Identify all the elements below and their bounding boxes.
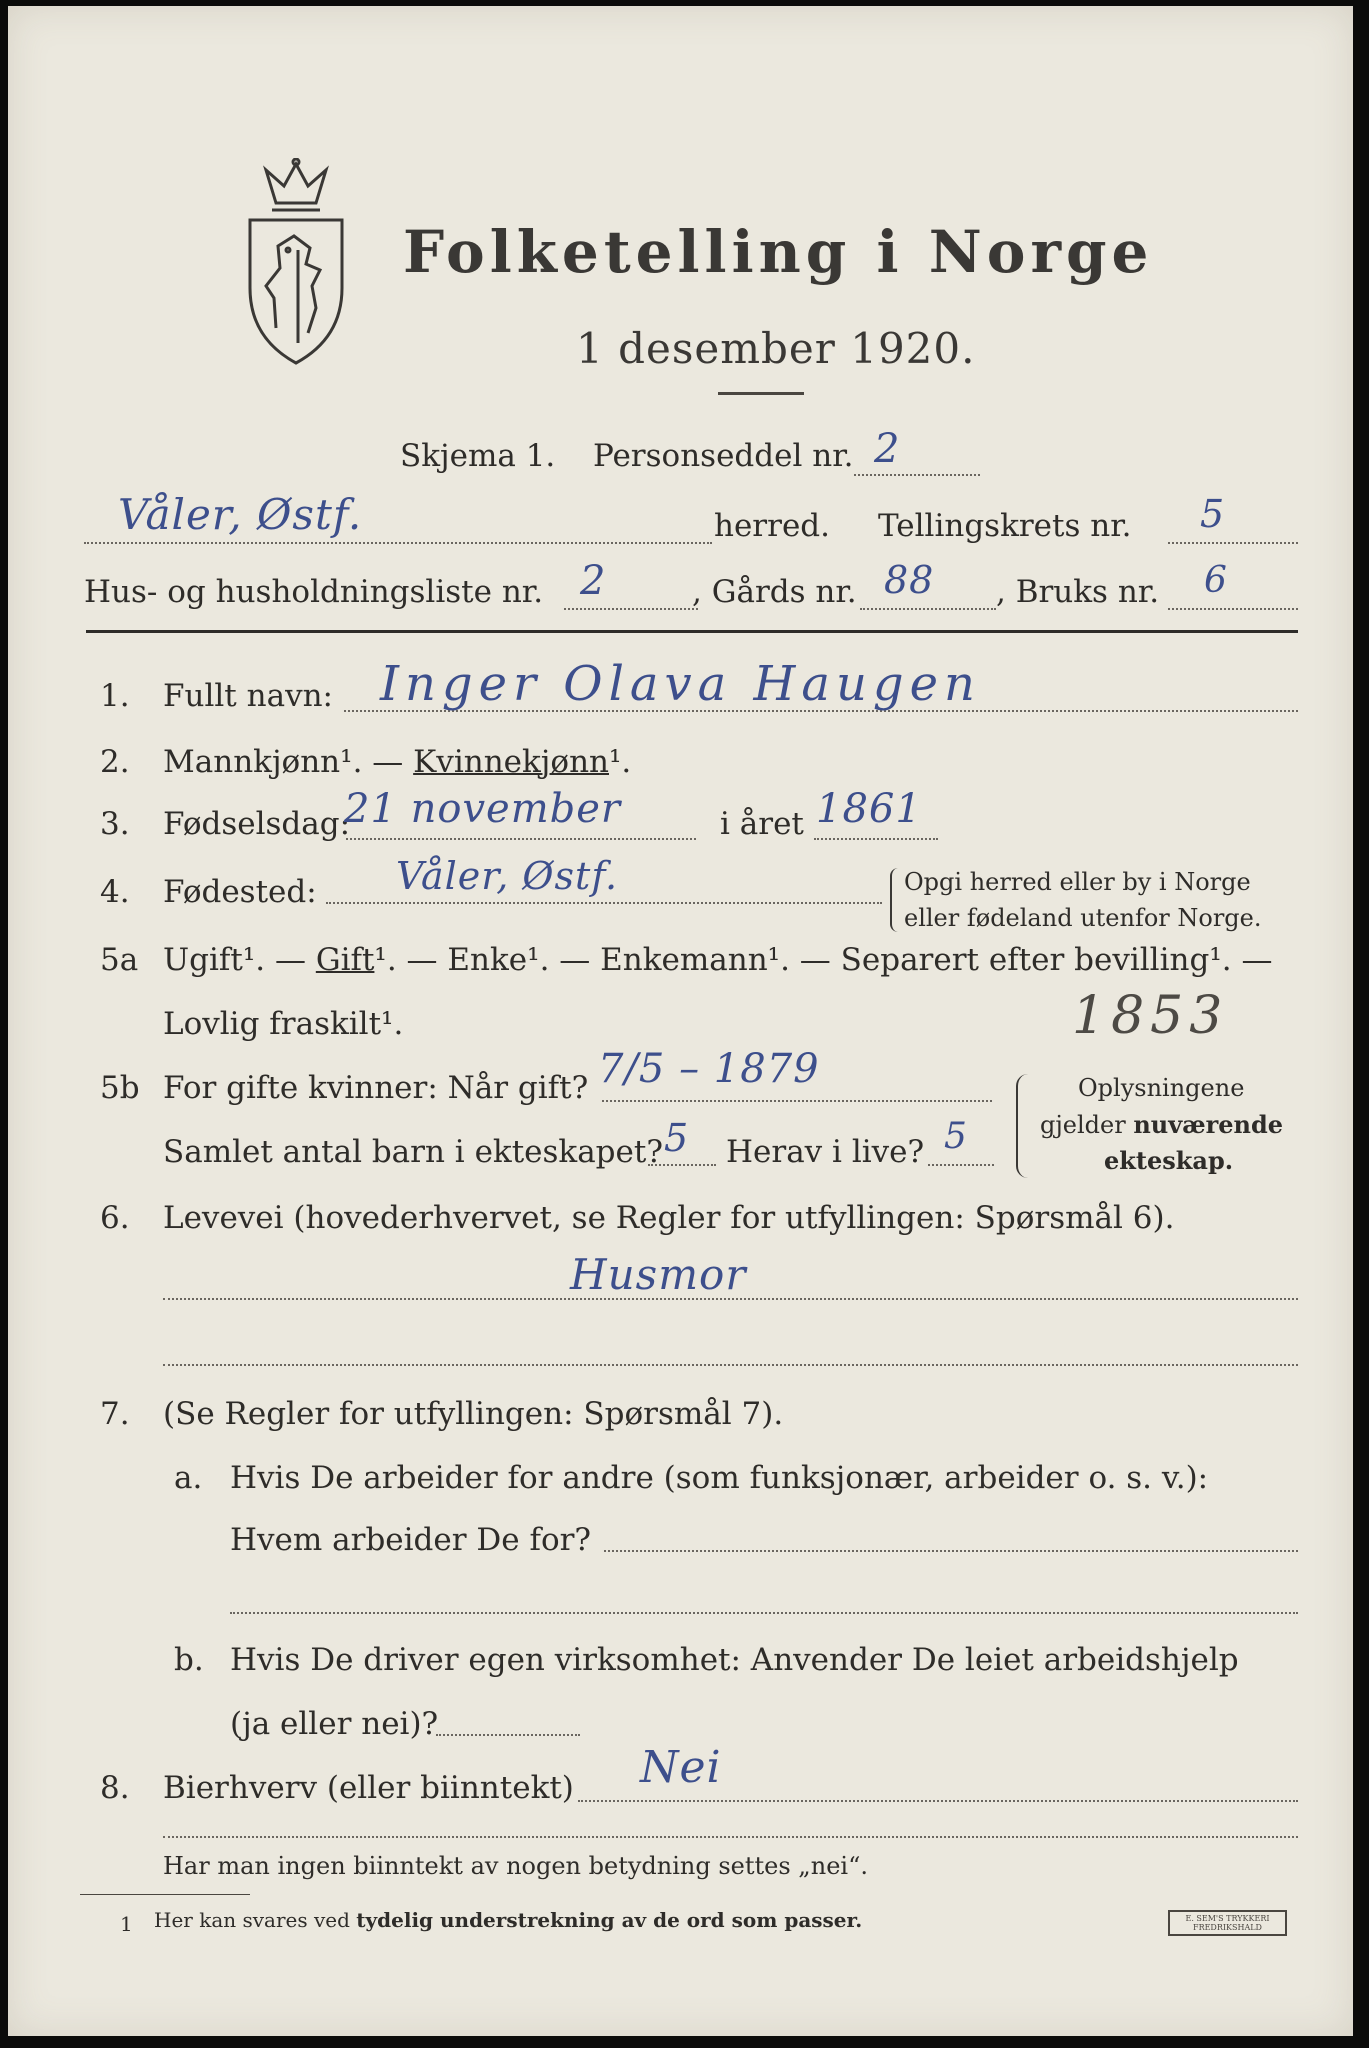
- herred-label: herred.: [714, 508, 830, 544]
- footnote-text-a: Her kan svares ved: [154, 1908, 357, 1932]
- q5b-note-line1: Oplysningene: [1078, 1074, 1245, 1102]
- q5b-note-gjelder: gjelder: [1040, 1111, 1134, 1139]
- q7a-line-extra: [230, 1612, 1298, 1614]
- q6-label: Levevei (hovederhvervet, se Regler for utfyllingen: Spørsmål 6).: [163, 1200, 1175, 1236]
- q5b-live-value[interactable]: 5: [944, 1116, 968, 1157]
- form-title: Folketelling i Norge: [403, 218, 1154, 286]
- herred-line: [84, 542, 712, 544]
- q3-year-line: [814, 838, 938, 840]
- q5b-note-bold: nuværende: [1133, 1110, 1284, 1139]
- q3-label: Fødselsdag:: [163, 806, 351, 842]
- q7b-label: Hvis De driver egen virksomhet: Anvender De leiet arbeidshjelp: [230, 1642, 1239, 1678]
- q5b-value[interactable]: 7/5 – 1879: [598, 1046, 820, 1092]
- q5a-margin-note: 1853: [1072, 986, 1229, 1046]
- footer-note: Har man ingen biinntekt av nogen betydning settes „nei“.: [163, 1852, 868, 1880]
- q2-kvinne-selected[interactable]: Kvinnekjønn: [413, 744, 609, 780]
- q5b-number: 5b: [100, 1070, 140, 1106]
- q4-value[interactable]: Våler, Østf.: [396, 854, 619, 898]
- footnote-text: [154, 1908, 862, 1932]
- q8-label: Bierhverv (eller biinntekt): [163, 1770, 574, 1806]
- q5a-ugift[interactable]: Ugift¹. —: [163, 942, 306, 978]
- q6-line1: [163, 1298, 1298, 1300]
- gards-line: [860, 608, 996, 610]
- q5b-live-label: Herav i live?: [726, 1134, 925, 1170]
- footnote-separator: [80, 1894, 250, 1895]
- tellingskrets-value[interactable]: 5: [1200, 492, 1226, 536]
- q3-year-value[interactable]: 1861: [816, 786, 922, 832]
- q2-number: 2.: [100, 744, 130, 780]
- tellingskrets-line: [1168, 542, 1298, 544]
- q1-value[interactable]: Inger Olava Haugen: [380, 656, 981, 712]
- q5b-note-brace: [1016, 1074, 1028, 1178]
- q2-options: [163, 744, 631, 780]
- q5b-live-line: [928, 1164, 994, 1166]
- q7-number: 7.: [100, 1396, 130, 1432]
- q6-value[interactable]: Husmor: [570, 1250, 747, 1299]
- hus-label: Hus- og husholdningsliste nr.: [84, 574, 544, 610]
- q3-line: [346, 838, 696, 840]
- q4-note-brace: [890, 868, 898, 932]
- q5b-note-line2: [1040, 1110, 1283, 1139]
- q5b-note-line3: ekteskap.: [1104, 1146, 1234, 1175]
- q5b-line: [602, 1100, 992, 1102]
- form-subtitle: 1 desember 1920.: [576, 324, 976, 373]
- q7a-label: Hvis De arbeider for andre (som funksjonær, arbeider o. s. v.):: [230, 1460, 1209, 1496]
- footnote-mark: 1: [120, 1912, 133, 1936]
- q5b-barn-line: [648, 1164, 716, 1166]
- bruks-value[interactable]: 6: [1204, 560, 1228, 601]
- q5a-line2[interactable]: Lovlig fraskilt¹.: [163, 1006, 404, 1042]
- q7b-number: b.: [174, 1642, 204, 1678]
- q5a-gift-selected[interactable]: Gift: [315, 942, 375, 978]
- hus-value[interactable]: 2: [580, 558, 607, 604]
- q7b-line: [436, 1734, 580, 1736]
- q7-label: (Se Regler for utfyllingen: Spørsmål 7).: [163, 1396, 784, 1432]
- gards-label: , Gårds nr.: [692, 574, 857, 610]
- footnote-text-bold: tydelig understrekning av de ord som passer.: [356, 1908, 863, 1932]
- q8-line: [578, 1800, 1298, 1802]
- q4-line: [326, 902, 882, 904]
- header-divider: [86, 630, 1298, 633]
- q4-note-line2: eller fødeland utenfor Norge.: [904, 904, 1262, 932]
- printer-stamp: [1168, 1910, 1287, 1936]
- herred-value[interactable]: Våler, Østf.: [118, 490, 363, 539]
- q1-label: Fullt navn:: [163, 678, 333, 714]
- hus-line: [564, 608, 698, 610]
- q7a-line2: Hvem arbeider De for?: [230, 1522, 592, 1558]
- q4-note-line1: Opgi herred eller by i Norge: [904, 868, 1251, 896]
- q5b-barn-label: Samlet antal barn i ekteskapet?: [163, 1134, 663, 1170]
- census-form-sheet: [8, 6, 1353, 2036]
- q8-value[interactable]: Nei: [640, 1742, 722, 1793]
- q3-number: 3.: [100, 806, 130, 842]
- q8-line-extra: [163, 1836, 1298, 1838]
- personseddel-line: [854, 474, 980, 476]
- q4-label: Fødested:: [163, 874, 317, 910]
- q7a-line: [604, 1550, 1298, 1552]
- bruks-label: , Bruks nr.: [996, 574, 1160, 610]
- q5b-label: For gifte kvinner: Når gift?: [163, 1070, 589, 1106]
- q1-number: 1.: [100, 678, 130, 714]
- q6-number: 6.: [100, 1200, 130, 1236]
- personseddel-value[interactable]: 2: [874, 426, 901, 472]
- coat-of-arms-icon: [236, 158, 356, 368]
- q2-tail: ¹.: [609, 744, 632, 780]
- q5a-rest[interactable]: ¹. — Enke¹. — Enkemann¹. — Separert efter bevilling¹. —: [374, 942, 1273, 978]
- tellingskrets-label: Tellingskrets nr.: [878, 508, 1132, 544]
- schema-label: Skjema 1.: [400, 438, 556, 474]
- q7a-number: a.: [174, 1460, 203, 1496]
- q5a-number: 5a: [100, 942, 139, 978]
- q3-value[interactable]: 21 november: [344, 786, 622, 832]
- q2-mann[interactable]: Mannkjønn¹. —: [163, 744, 404, 780]
- title-separator: [718, 392, 804, 395]
- personseddel-label: Personseddel nr.: [593, 438, 854, 474]
- q6-line2: [163, 1364, 1298, 1366]
- gards-value[interactable]: 88: [884, 558, 935, 602]
- q8-number: 8.: [100, 1770, 130, 1806]
- q3-year-label: i året: [720, 806, 804, 842]
- q7b-line2: (ja eller nei)?: [230, 1706, 439, 1742]
- bruks-line: [1168, 608, 1298, 610]
- q5b-barn-value[interactable]: 5: [664, 1116, 690, 1160]
- printer-stamp-text: E. SEM'S TRYKKERI FREDRIKSHALD: [1185, 1914, 1270, 1932]
- q5a-options: [163, 942, 1272, 978]
- q4-number: 4.: [100, 874, 130, 910]
